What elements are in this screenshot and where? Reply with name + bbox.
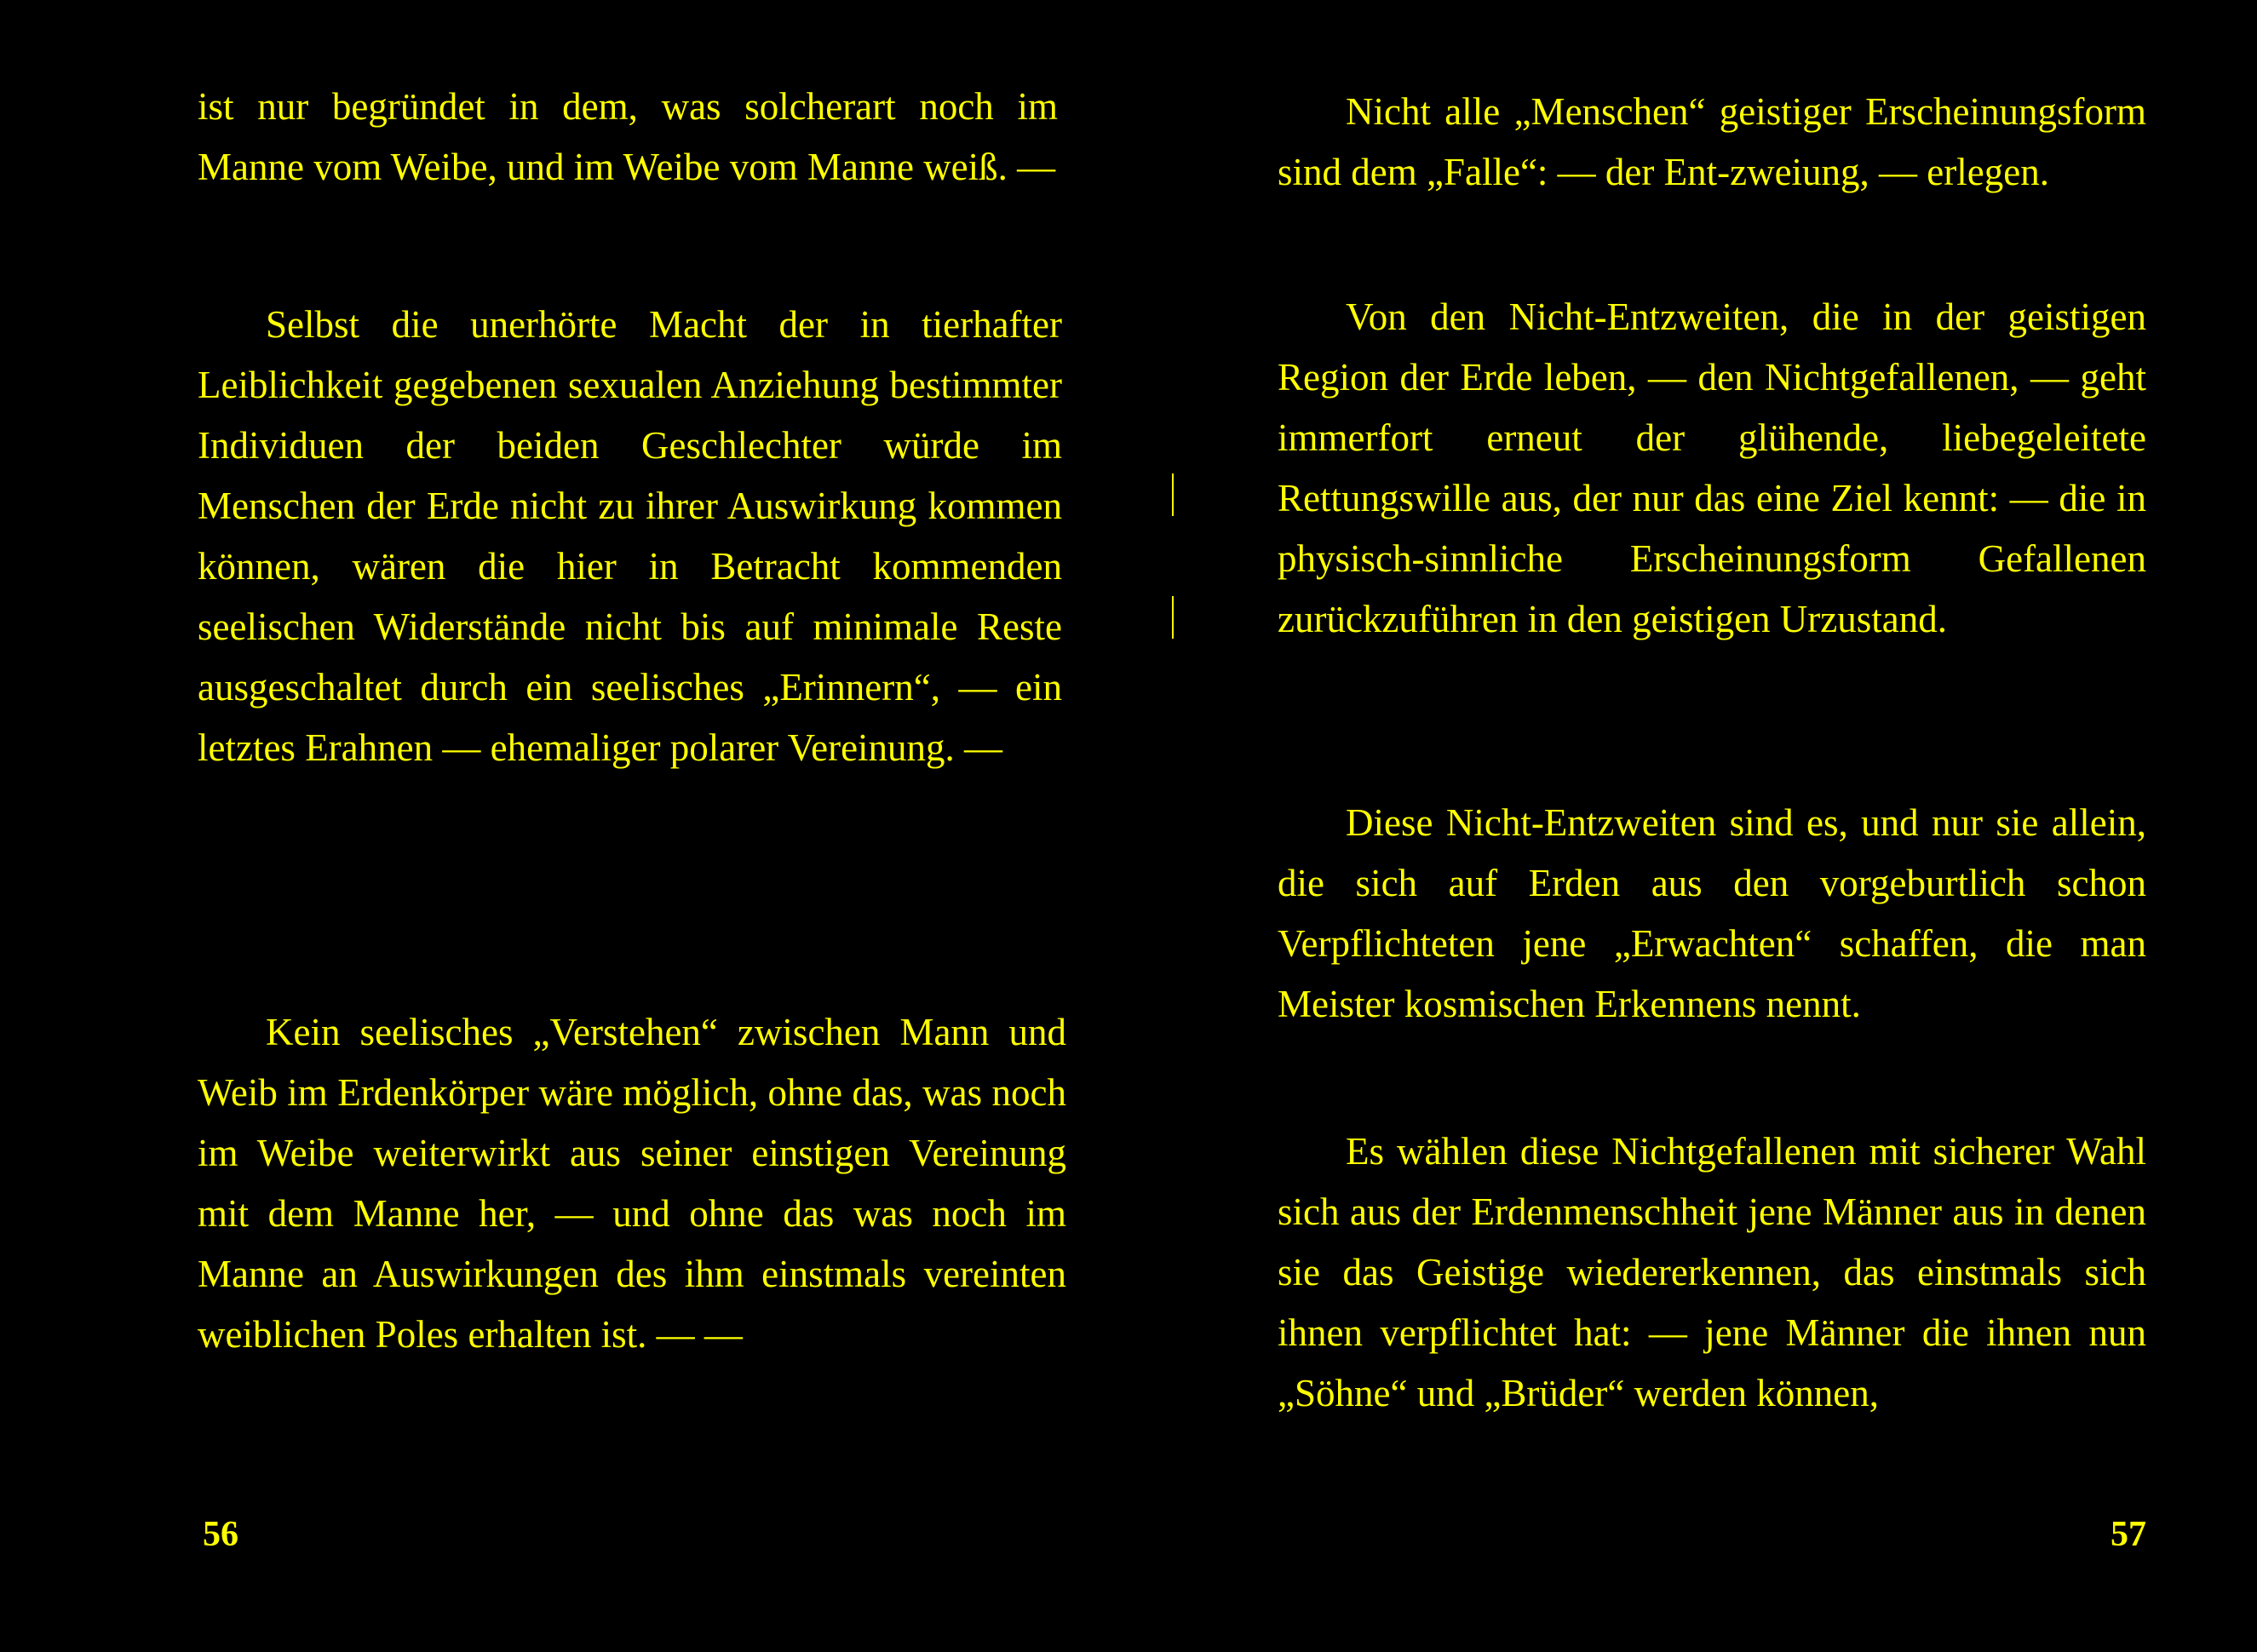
gutter-mark-2 (1172, 596, 1174, 639)
gutter-mark-1 (1172, 473, 1174, 516)
right-paragraph-1: Nicht alle „Menschen“ geistiger Erscheinungsform sind dem „Falle“: — der Ent-zweiung, — erlegen. (1278, 90, 2146, 193)
right-paragraph-3: Diese Nicht-Entzweiten sind es, und nur sie allein, die sich auf Erden aus den vorgeburtlich schon Verpflichteten jene „Erwachten“ schaffen, die man Meister kosmischen Erkennens nennt. (1278, 801, 2146, 1025)
left-paragraph-1: ist nur begründet in dem, was solcherart noch im Manne vom Weibe, und im Weibe vom Manne weiß. — (198, 85, 1058, 188)
right-page (1278, 0, 2146, 1652)
left-paragraph-3: Kein seelisches „Verstehen“ zwischen Mann und Weib im Erdenkörper wäre möglich, ohne das, was noch im Weibe weiterwirkt aus seiner einstigen Vereinung mit dem Manne her, — und ohne das was noch im Manne an Auswirkungen des ihm einstmals vereinten weiblichen Poles erhalten ist. — — (198, 1011, 1066, 1356)
left-paragraph-2: Selbst die unerhörte Macht der in tierhafter Leiblichkeit gegebenen sexualen Anziehung bestimmter Individuen der beiden Geschlechter würde im Menschen der Erde nicht zu ihrer Auswirkung kommen können, wären die hier in Betracht kommenden seelischen Widerstände nicht bis auf minimale Reste ausgeschaltet durch ein seelisches „Erinnern“, — ein letztes Erahnen — ehemaliger polarer Vereinung. — (198, 303, 1062, 769)
right-page-number: 57 (2111, 1515, 2146, 1554)
right-paragraph-2: Von den Nicht-Entzweiten, die in der geistigen Region der Erde leben, — den Nichtgefallenen, — geht immerfort erneut der glühende, liebegeleitete Rettungswille aus, der nur das eine Ziel kennt: — die in physisch-sinnliche Erscheinungsform Gefallenen zurückzuführen in den geistigen Urzustand. (1278, 295, 2146, 640)
left-page (198, 0, 1066, 1652)
left-page-number: 56 (203, 1515, 238, 1554)
right-paragraph-4: Es wählen diese Nichtgefallenen mit sicherer Wahl sich aus der Erdenmenschheit jene Männer aus in denen sie das Geistige wiedererkennen, das einstmals sich ihnen verpflichtet hat: — jene Männer die ihnen nun „Söhne“ und „Brüder“ werden können, (1278, 1130, 2146, 1414)
